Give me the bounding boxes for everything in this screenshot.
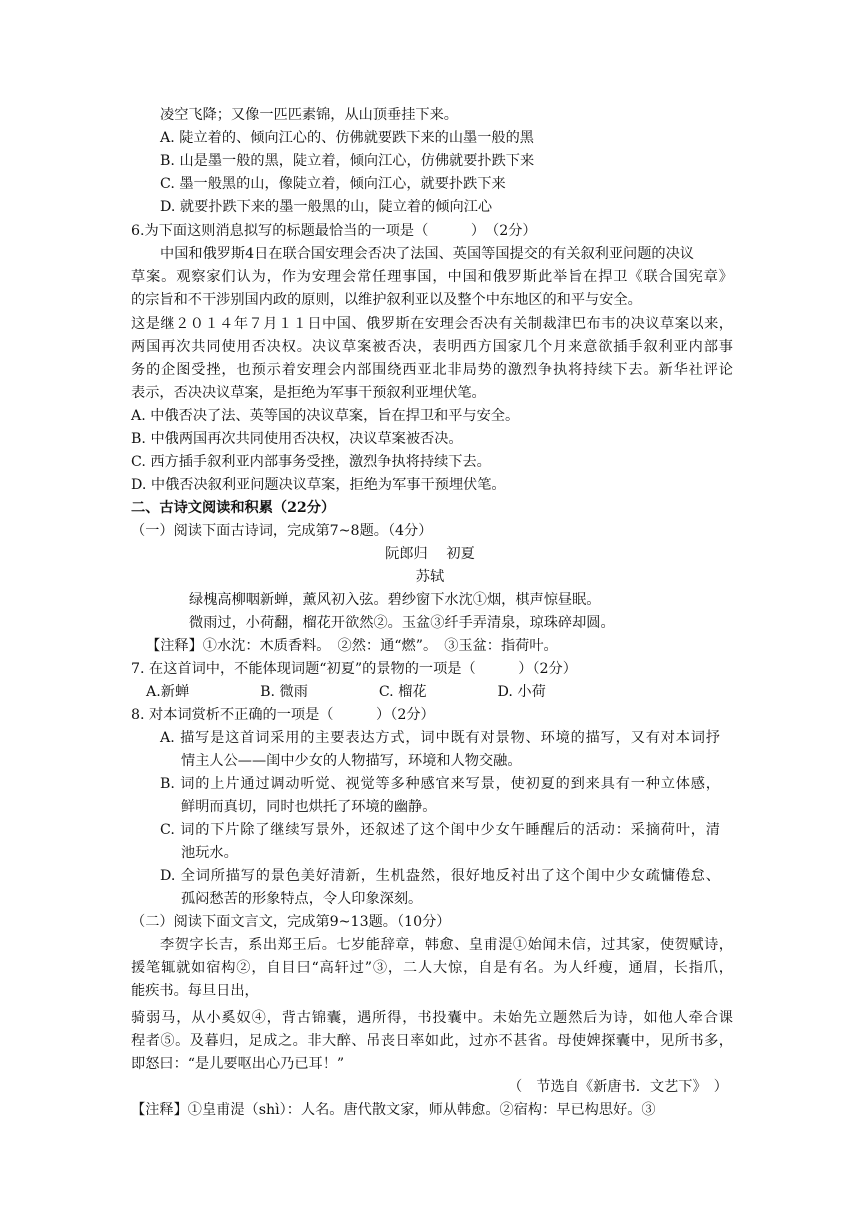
option-b: B. 词的上片通过调动听觉、视觉等多种感官来写景，使初夏的到来具有一种立体感， [160,776,720,792]
question-7: 7. 在这首词中，不能体现词题“初夏”的景物的一项是（ ）（2分） [131,661,577,677]
option-d-cont: 孤闷愁苦的形象特点，令人印象深刻。 [181,891,423,907]
text-line: 凌空飞降；又像一匹匹素锦，从山顶垂挂下来。 [160,107,458,123]
passage-line: 表示，否决决议草案，是拒绝为军事干预叙利亚埋伏笔。 [131,385,486,401]
passage-line: 两国再次共同使用否决权。决议草案被否决，表明西方国家几个月来意欲插手叙利亚内部事 [131,339,733,355]
passage-line: 的宗旨和不干涉别国内政的原则，以维护叙利亚以及整个中东地区的和平与安全。 [131,292,642,308]
question-6: 6.为下面这则消息拟写的标题最恰当的一项是（ ） （2分） [131,223,537,239]
passage-line: 能疾书。每旦日出， [131,983,259,999]
passage-line: 中国和俄罗斯4日在联合国安理会否决了法国、英国等国提交的有关叙利亚问题的决议 [160,246,694,262]
subsection-heading: （一）阅读下面古诗词，完成第7~8题。（4分） [131,523,433,539]
option-d: D. 全词所描写的景色美好清新，生机盎然，很好地反衬出了这个闺中少女疏慵倦怠、 [160,868,720,884]
poem-author: 苏轼 [415,569,445,585]
subsection-heading: （二）阅读下面文言文，完成第9~13题。（10分） [131,914,451,930]
passage-line: 即怒曰：“是儿要呕出心乃已耳！” [131,1056,345,1072]
option-a: A. 描写是这首词采用的主要表达方式，词中既有对景物、环境的描写，又有对本词抒 [160,730,720,746]
option-a: A. 陡立着的、倾向江心的、仿佛就要跌下来的山墨一般的黑 [160,130,534,146]
passage-line: 程者⑤。及暮归，足成之。非大醉、吊丧日率如此，过亦不甚省。母使婢探囊中，见所书多， [131,1033,733,1049]
passage-notes: 【注释】①皇甫湜（shì）：人名。唐代散文家，师从韩愈。②宿构：早已构思好。③ [131,1102,656,1118]
passage-line: 李贺字长吉，系出郑王后。七岁能辞章，韩愈、皇甫湜①始闻未信，过其家，使贺赋诗， [160,937,733,953]
passage-line: 草案。观察家们认为，作为安理会常任理事国，中国和俄罗斯此举旨在捍卫《联合国宪章》 [131,269,733,285]
option-d: D. 中俄否决叙利亚问题决议草案，拒绝为军事干预埋伏笔。 [131,477,506,493]
passage-line: 骑弱马，从小奚奴④，背古锦囊，遇所得，书投囊中。未始先立题然后为诗，如他人牵合课 [131,1010,733,1026]
option-c-cont: 池玩水。 [181,845,238,861]
option-b: B. 中俄两国再次共同使用否决权，决议草案被否决。 [131,431,463,447]
poem-notes: 【注释】①水沈：木质香料。 ②然：通“燃”。 ③玉盆：指荷叶。 [146,638,558,654]
poem-line: 绿槐高柳咽新蝉，薰风初入弦。碧纱窗下水沈①烟，棋声惊昼眠。 [189,592,601,608]
option-b: B. 山是墨一般的黑，陡立着，倾向江心，仿佛就要扑跌下来 [160,153,535,169]
option-c: C. 词的下片除了继续写景外，还叙述了这个闺中少女午睡醒后的活动：采摘荷叶，清 [160,822,720,838]
question-7-options: A.新蝉 B. 微雨 C. 榴花 D. 小荷 [146,684,546,700]
section-heading: 二、古诗文阅读和积累（22分） [131,500,336,516]
passage-source: （ 节选自《新唐书．文艺下》 ） [508,1079,728,1095]
option-c: C. 西方插手叙利亚内部事务受挫，激烈争执将持续下去。 [131,454,491,470]
option-a-cont: 情主人公——闺中少女的人物描写，环境和人物交融。 [181,753,522,769]
option-d: D. 就要扑跌下来的墨一般黑的山，陡立着的倾向江心 [160,199,493,215]
passage-line: 务的企图受挫，也预示着安理会内部围绕西亚北非局势的激烈争执将持续下去。新华社评论 [131,362,733,378]
option-a: A. 中俄否决了法、英等国的决议草案，旨在捍卫和平与安全。 [131,408,520,424]
option-c: C. 墨一般黑的山，像陡立着，倾向江心，就要扑跌下来 [160,176,506,192]
poem-title: 阮郎归 初夏 [385,546,475,562]
question-8: 8. 对本词赏析不正确的一项是（ ）（2分） [131,707,435,723]
passage-line: 援笔辄就如宿构②，自目曰“高轩过”③，二人大惊，自是有名。为人纤瘦，通眉，长指爪， [131,960,733,976]
poem-line: 微雨过，小荷翻，榴花开欲然②。玉盆③纤手弄清泉，琼珠碎却圆。 [189,615,615,631]
option-b-cont: 鲜明而真切，同时也烘托了环境的幽静。 [181,799,437,815]
passage-line: 这是继２０１４年７月１１日中国、俄罗斯在安理会否决有关制裁津巴布韦的决议草案以来， [131,316,733,332]
